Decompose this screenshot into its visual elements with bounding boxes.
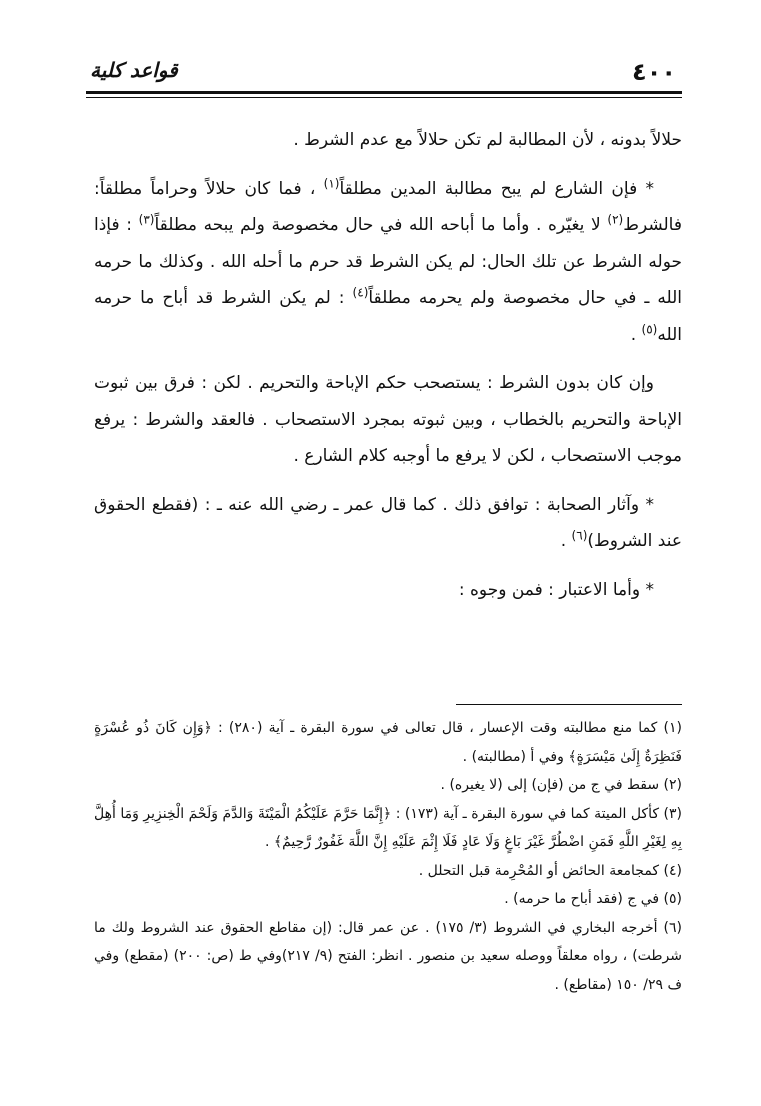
paragraph-2-text-a: * فإن الشارع لم يبح مطالبة المدين مطلقاً: [339, 178, 654, 199]
footnote-4-text: (٤) كمجامعة الحائض أو المُحْرِمة قبل التحلل .: [418, 862, 682, 879]
header-rule-thick: [86, 91, 682, 94]
footnote-3-text-a: (٣) كأكل الميتة كما في سورة البقرة ـ آية (١٧٣) :: [391, 805, 682, 822]
paragraph-2: [94, 171, 682, 354]
paragraph-1: [94, 122, 682, 159]
footnote-3-verse: ﴿إِنَّمَا حَرَّمَ عَلَيْكُمُ الْمَيْتَةَ وَالدَّمَ وَلَحْمَ الْخِنزِيرِ وَمَا أُهِلَّ بِهِ لِغَيْرِ اللَّهِ فَمَنِ اضْطُرَّ غَيْرَ بَاغٍ وَلَا عَادٍ فَلَا إِثْمَ عَلَيْهِ إِنَّ اللَّهَ غَفُورٌ رَّحِيمٌ﴾: [94, 805, 682, 850]
footnote-ref-4: (٤): [352, 285, 369, 300]
footnote-1-verse: ﴿وَإِن كَانَ ذُو عُسْرَةٍ فَنَظِرَةٌ إِلَىٰ مَيْسَرَةٍ﴾: [94, 720, 682, 765]
footnote-ref-5: (٥): [641, 321, 658, 336]
footnote-3-text-b: .: [264, 834, 274, 850]
paragraph-3-text: وإن كان بدون الشرط : يستصحب حكم الإباحة والتحريم . لكن : فرق بين ثبوت الإباحة والتحريم بالخطاب ، وبين ثبوته بمجرد الاستصحاب . فالعقد والشرط : يرفع موجب الاستصحاب ، لكن لا يرفع ما أوجبه كلام الشارع .: [94, 373, 682, 466]
paragraph-5-text: * وأما الاعتبار : فمن وجوه :: [458, 579, 654, 600]
footnote-1-text-a: (١) كما منع مطالبته وقت الإعسار ، قال تعالى في سورة البقرة ـ آية (٢٨٠) :: [211, 720, 682, 736]
footnote-1: [94, 714, 682, 771]
paragraph-1-text: حلالاً بدونه ، لأن المطالبة لم تكن حلالاً مع عدم الشرط .: [293, 130, 682, 150]
footnote-3: [94, 800, 682, 857]
footnote-2: [94, 771, 682, 800]
footnote-ref-3: (٣): [138, 212, 155, 227]
paragraph-4: [94, 487, 682, 560]
footnote-separator: [456, 704, 682, 705]
footnote-6-text: (٦) أخرجه البخاري في الشروط (٣/ ١٧٥) . عن عمر قال: (إن مقاطع الحقوق عند الشروط ولك ما شرطت) ، رواه معلقاً ووصله سعيد بن منصور . انظر: الفتح (٩/ ٢١٧)وفي ط (ص: ٢٠٠) (مقطع) وفي ف ٢٩/ ١٥٠ (مقاطع) .: [94, 919, 682, 993]
footnote-ref-1: (١): [323, 175, 340, 190]
paragraph-2-text-f: .: [630, 324, 642, 345]
paragraph-4-text-a: * وآثار الصحابة : توافق ذلك . كما قال عمر ـ رضي الله عنه ـ : (فقطع الحقوق عند الشروط): [94, 494, 682, 551]
header-rule-thin: [86, 97, 682, 98]
footnotes: [94, 714, 682, 999]
page-number: ٤٠٠: [632, 58, 676, 86]
paragraph-2-text-d: : فإذا حوله الشرط عن تلك الحال: لم يكن الشرط قد حرم ما أحله الله . وكذلك ما حرمه الله ـ في حال مخصوصة ولم يحرمه مطلقاً: [94, 215, 682, 308]
page-header: [86, 48, 682, 88]
paragraph-4-text-b: .: [560, 531, 572, 551]
footnote-6: [94, 914, 682, 1000]
footnote-5: [94, 885, 682, 914]
footnote-5-text: (٥) في ج (فقد أباح ما حرمه) .: [504, 891, 682, 907]
footnote-ref-2: (٢): [607, 212, 624, 227]
footnote-ref-6: (٦): [571, 528, 588, 543]
paragraph-2-text-b: ، فما كان حلالاً وحراماً مطلقاً: فالشرط: [94, 178, 682, 235]
paragraph-2-text-e: : لم يكن الشرط قد أباح ما حرمه الله: [94, 288, 682, 345]
paragraph-5: [94, 572, 682, 609]
paragraph-2-text-c: لا يغيّره . وأما ما أباحه الله في حال مخصوصة ولم يبحه مطلقاً: [154, 215, 608, 235]
footnote-2-text: (٢) سقط في ج من (فإن) إلى (لا يغيره) .: [440, 777, 682, 793]
footnote-4: [94, 857, 682, 886]
running-title: قواعد كلية: [90, 58, 178, 82]
footnote-1-text-b: وفي أ (مطالبته) .: [462, 748, 569, 765]
paragraph-3: [94, 365, 682, 475]
main-text: [94, 122, 682, 608]
